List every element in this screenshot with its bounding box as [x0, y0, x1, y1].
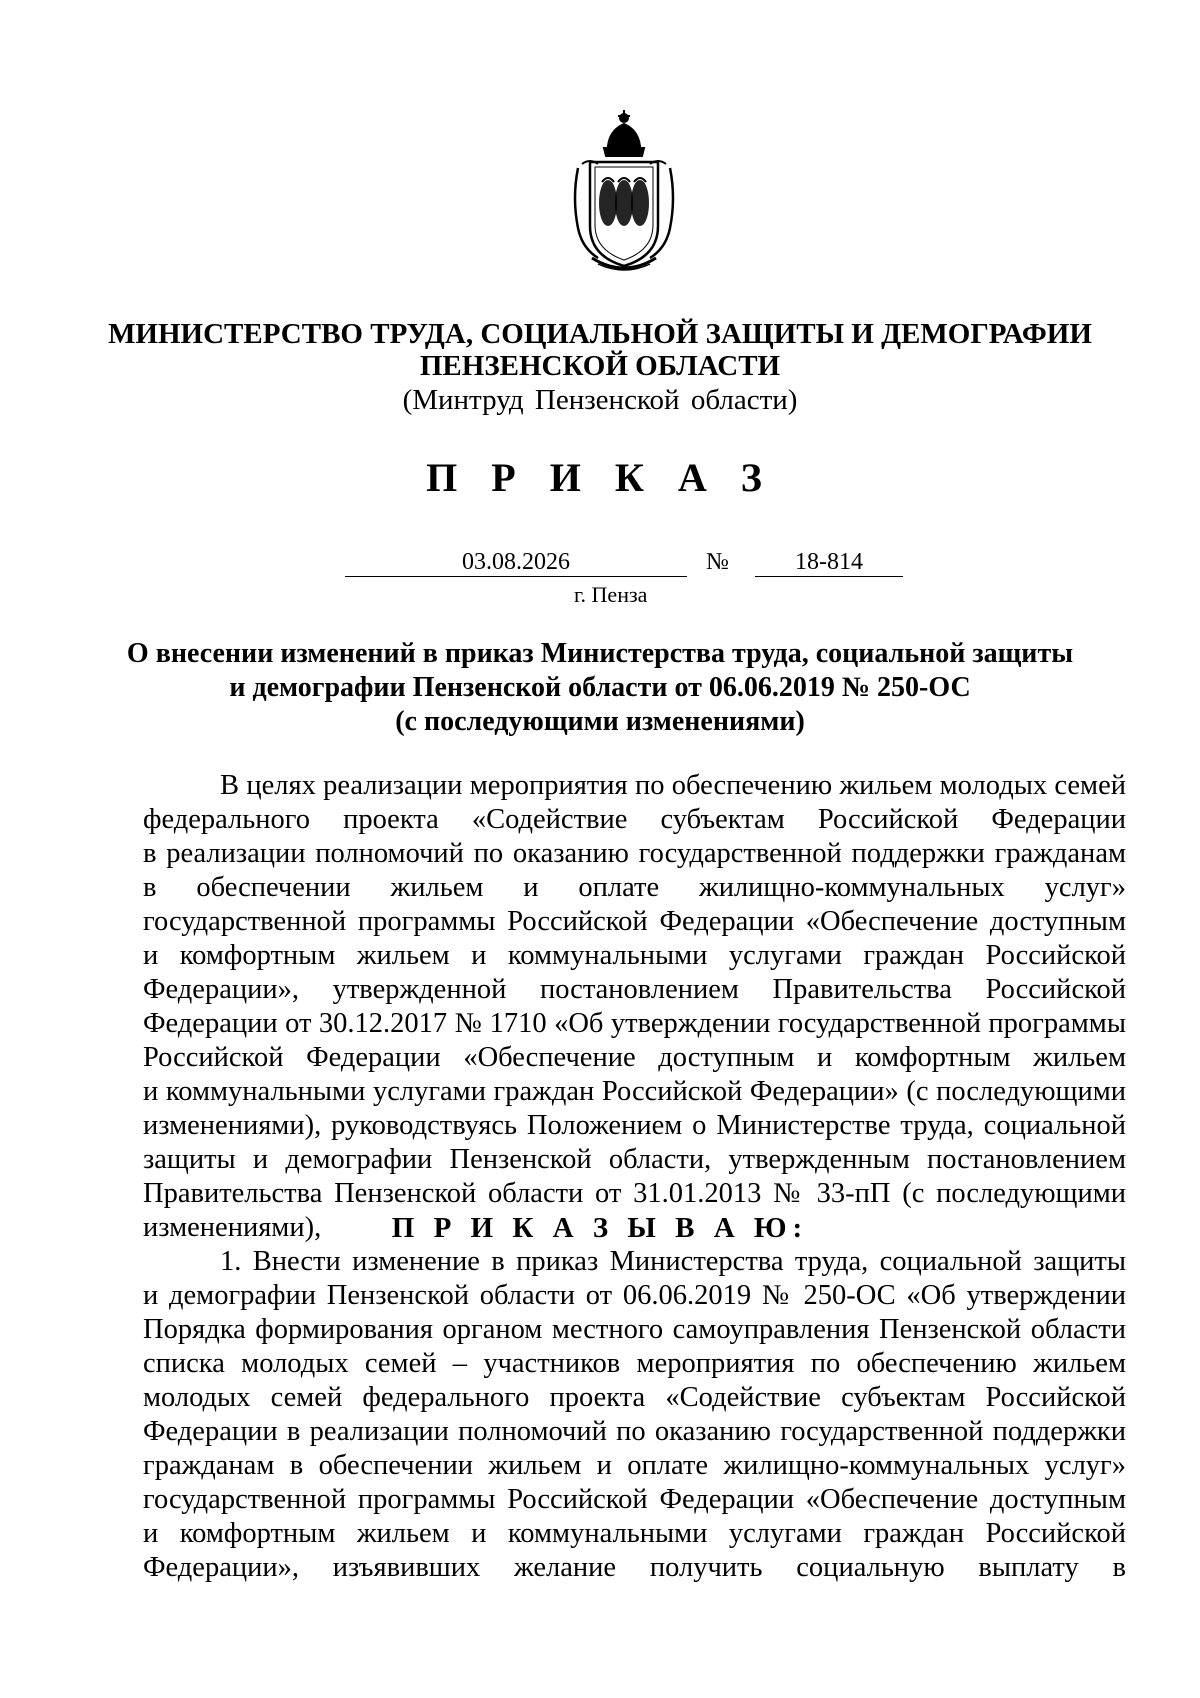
text-line: и комфортным жильем и коммунальными услугами граждан Российской	[143, 1518, 1126, 1549]
ministry-name-line-1: МИНИСТЕРСТВО ТРУДА, СОЦИАЛЬНОЙ ЗАЩИТЫ И ДЕМОГРАФИИ	[108, 318, 1092, 350]
number-sign: №	[706, 549, 729, 575]
order-heading: П Р И К А З Ы В А Ю:	[391, 1212, 809, 1244]
text-line: защиты и демографии Пензенской области, утвержденным постановлением	[143, 1144, 1126, 1175]
text-line: гражданам в обеспечении жильем и оплате жилищно-коммунальных услуг»	[143, 1450, 1126, 1481]
text-line: изменениями),	[143, 1212, 322, 1243]
text-line: Федерации в реализации полномочий по оказанию государственной поддержки	[143, 1416, 1126, 1447]
text-line: Российской Федерации «Обеспечение доступным и комфортным жильем	[143, 1042, 1126, 1073]
text-line: 1. Внести изменение в приказ Министерства труда, социальной защиты	[220, 1246, 1126, 1277]
text-line: и коммунальными услугами граждан Российской Федерации» (с последующими	[143, 1076, 1126, 1107]
preamble-paragraph	[143, 769, 1126, 1245]
text-line: Федерации», утвержденной постановлением Правительства Российской	[143, 974, 1126, 1005]
ministry-name-line-2: ПЕНЗЕНСКОЙ ОБЛАСТИ	[419, 350, 781, 382]
text-line: и демографии Пензенской области от 06.06.2019 № 250-ОС «Об утверждении	[143, 1280, 1126, 1311]
subject-line: и демографии Пензенской области от 06.06.2019 № 250-ОС	[229, 672, 971, 703]
text-line: Федерации», изъявивших желание получить социальную выплату в	[143, 1552, 1126, 1583]
text-line: государственной программы Российской Федерации «Обеспечение доступным	[143, 906, 1126, 937]
text-line: и комфортным жильем и коммунальными услугами граждан Российской	[143, 940, 1126, 971]
text-line: Порядка формирования органом местного самоуправления Пензенской области	[143, 1314, 1126, 1345]
order-item-1	[143, 1245, 1126, 1585]
text-line: государственной программы Российской Федерации «Обеспечение доступным	[143, 1484, 1126, 1515]
text-line: списка молодых семей – участников мероприятия по обеспечению жильем	[143, 1348, 1126, 1379]
text-line: Федерации от 30.12.2017 № 1710 «Об утверждении государственной программы	[143, 1008, 1126, 1039]
order-date: 03.08.2026	[345, 548, 687, 577]
order-number: 18-814	[755, 548, 903, 577]
text-line: федерального проекта «Содействие субъектам Российской Федерации	[143, 804, 1126, 835]
document-type-title: П Р И К А З	[426, 455, 774, 500]
subject-line: (с последующими изменениями)	[395, 706, 805, 737]
order-city: г. Пенза	[574, 582, 648, 607]
subject-line: О внесении изменений в приказ Министерства труда, социальной защиты	[126, 638, 1074, 669]
text-line: В целях реализации мероприятия по обеспечению жильем молодых семей	[220, 770, 1126, 801]
text-line: Правительства Пензенской области от 31.01.2013 № 33-пП (с последующими	[143, 1178, 1126, 1209]
text-line: в реализации полномочий по оказанию государственной поддержки гражданам	[143, 838, 1126, 869]
ministry-short-name: (Минтруд Пензенской области)	[402, 384, 798, 416]
text-line: в обеспечении жильем и оплате жилищно-коммунальных услуг»	[143, 872, 1126, 903]
text-line: изменениями), руководствуясь Положением о Министерстве труда, социальной	[143, 1110, 1126, 1141]
coat-of-arms-emblem	[568, 108, 680, 276]
text-line: молодых семей федерального проекта «Содействие субъектам Российской	[143, 1382, 1126, 1413]
